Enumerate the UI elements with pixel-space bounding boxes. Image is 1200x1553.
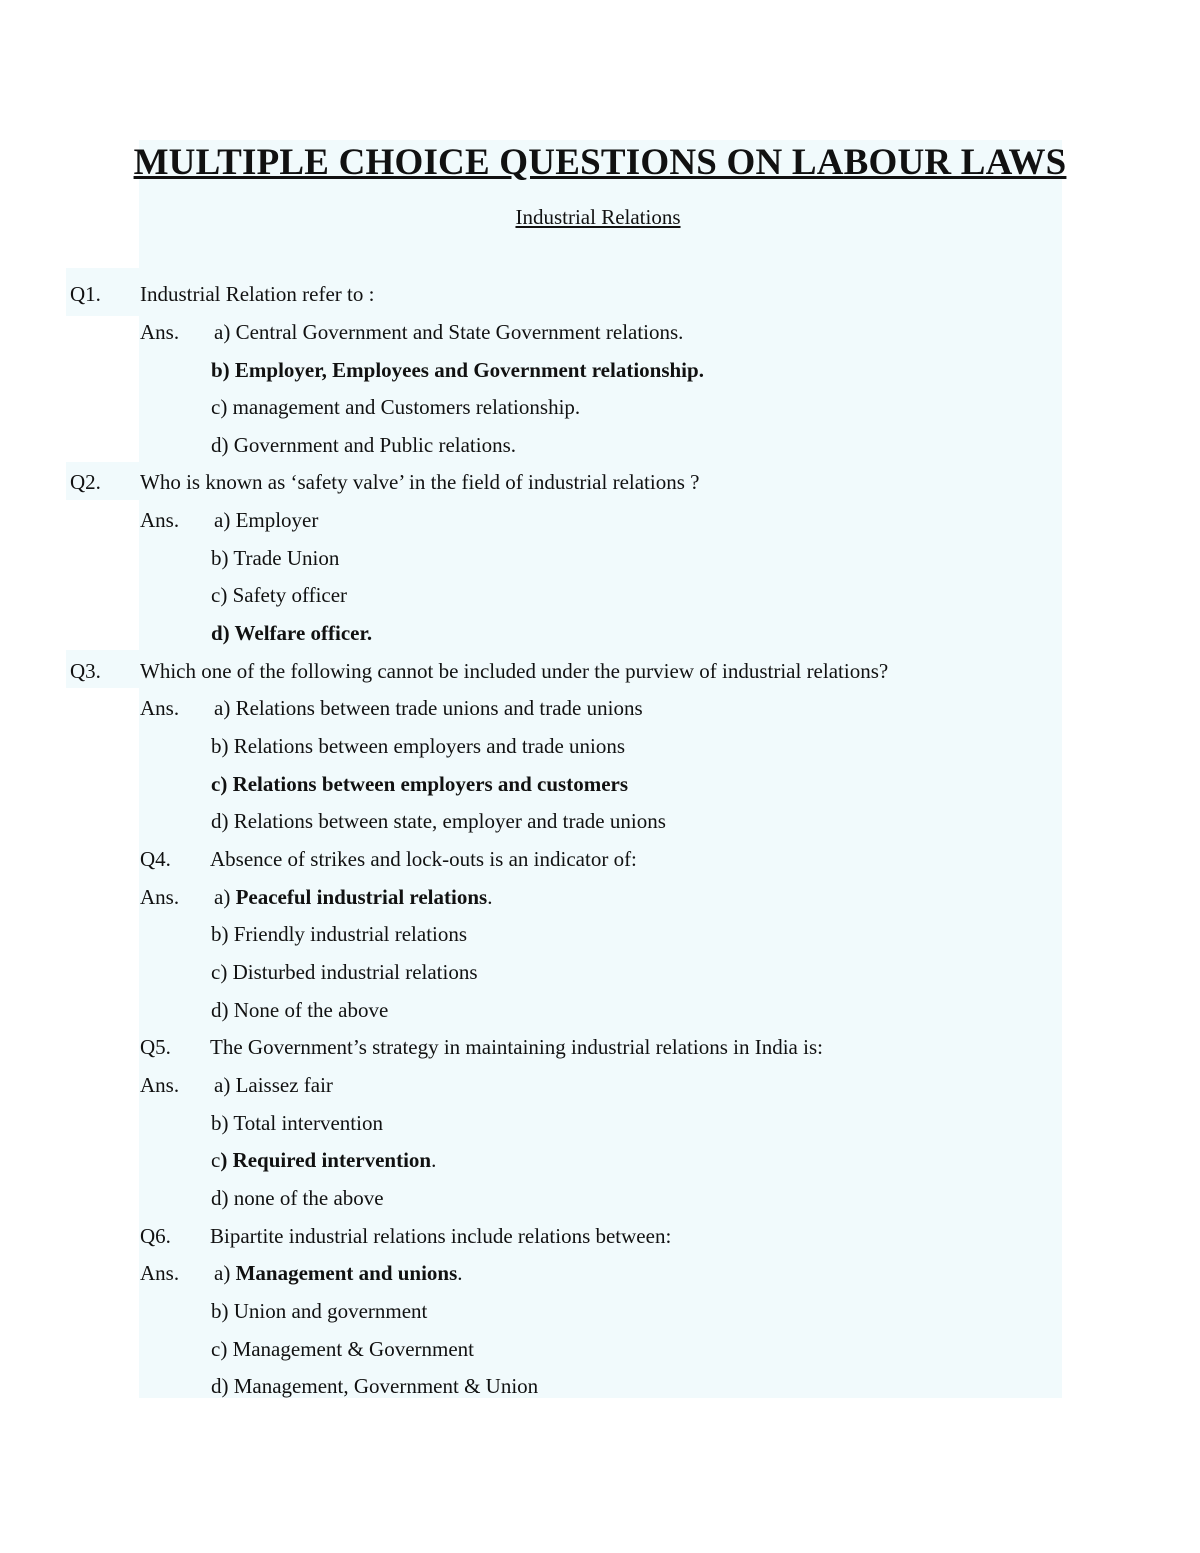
- option: b) Relations between employers and trade unions: [211, 734, 626, 758]
- answer-label: Ans.: [140, 508, 180, 532]
- option: b) Friendly industrial relations: [211, 922, 468, 946]
- question-text: Bipartite industrial relations include relations between:: [210, 1224, 672, 1248]
- question-number: Q5.: [140, 1035, 171, 1059]
- option: a) Relations between trade unions and trade unions: [214, 696, 643, 720]
- question-text: The Government’s strategy in maintaining industrial relations in India is:: [210, 1035, 823, 1059]
- option: a) Central Government and State Government relations.: [214, 320, 684, 344]
- option: d) Management, Government & Union: [211, 1374, 539, 1398]
- answer-label: Ans.: [140, 320, 180, 344]
- option: b) Trade Union: [211, 546, 340, 570]
- question-number: Q2.: [70, 470, 101, 494]
- option: c) Disturbed industrial relations: [211, 960, 478, 984]
- question-text: Who is known as ‘safety valve’ in the field of industrial relations ?: [140, 470, 700, 494]
- option: d) Government and Public relations.: [211, 433, 517, 457]
- option: c) Management & Government: [211, 1337, 474, 1361]
- option: d) none of the above: [211, 1186, 384, 1210]
- option: a) Employer: [214, 508, 319, 532]
- option: c) Safety officer: [211, 583, 348, 607]
- answer-label: Ans.: [140, 696, 180, 720]
- option: b) Union and government: [211, 1299, 428, 1323]
- correct-option: d) Welfare officer.: [211, 621, 373, 645]
- page-title: MULTIPLE CHOICE QUESTIONS ON LABOUR LAWS: [133, 142, 1067, 183]
- option: d) None of the above: [211, 998, 389, 1022]
- correct-option: a) Management and unions.: [214, 1261, 463, 1285]
- option: b) Total intervention: [211, 1111, 383, 1135]
- question-number: Q6.: [140, 1224, 171, 1248]
- correct-option: c) Relations between employers and customers: [211, 772, 629, 796]
- answer-label: Ans.: [140, 885, 180, 909]
- question-number: Q4.: [140, 847, 171, 871]
- question-number: Q3.: [70, 659, 101, 683]
- correct-option: b) Employer, Employees and Government relationship.: [211, 358, 704, 382]
- answer-label: Ans.: [140, 1073, 180, 1097]
- question-text: Industrial Relation refer to :: [140, 282, 375, 306]
- answer-label: Ans.: [140, 1261, 180, 1285]
- correct-option: c) Required intervention.: [211, 1148, 437, 1172]
- correct-option: a) Peaceful industrial relations.: [214, 885, 493, 909]
- option: c) management and Customers relationship.: [211, 395, 581, 419]
- question-text: Absence of strikes and lock-outs is an indicator of:: [210, 847, 637, 871]
- option: d) Relations between state, employer and trade unions: [211, 809, 666, 833]
- option: a) Laissez fair: [214, 1073, 333, 1097]
- question-text: Which one of the following cannot be included under the purview of industrial relations?: [140, 659, 889, 683]
- question-number: Q1.: [70, 282, 101, 306]
- section-heading: Industrial Relations: [515, 205, 681, 229]
